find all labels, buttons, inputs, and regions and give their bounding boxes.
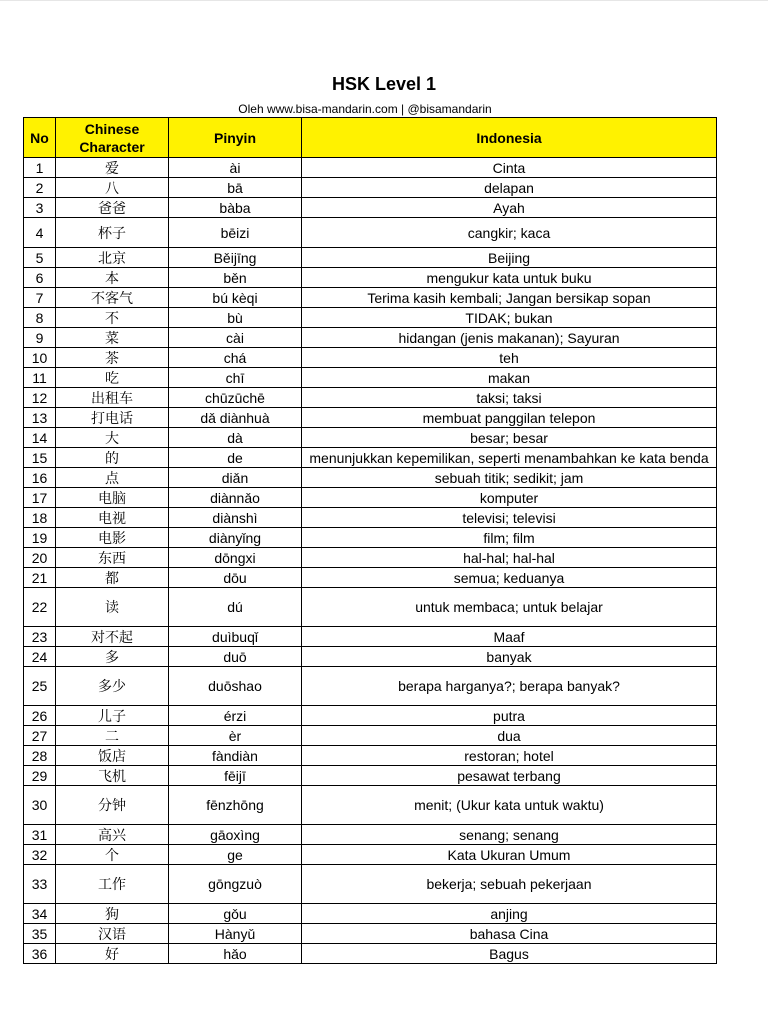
cell-indonesia: dua <box>302 726 717 746</box>
table-row <box>24 845 717 865</box>
cell-pinyin: duō <box>169 647 302 667</box>
cell-character: 电脑 <box>56 488 169 508</box>
cell-pinyin: dōngxi <box>169 548 302 568</box>
cell-indonesia: Bagus <box>302 944 717 964</box>
cell-character: 的 <box>56 448 169 468</box>
cell-indonesia: Kata Ukuran Umum <box>302 845 717 865</box>
table-row <box>24 904 717 924</box>
cell-character: 都 <box>56 568 169 588</box>
cell-pinyin: bú kèqi <box>169 288 302 308</box>
cell-no: 35 <box>24 924 56 944</box>
cell-indonesia: mengukur kata untuk buku <box>302 268 717 288</box>
header-no: No <box>24 118 56 158</box>
cell-no: 27 <box>24 726 56 746</box>
vocabulary-table <box>23 117 717 964</box>
table-row <box>24 924 717 944</box>
cell-indonesia: putra <box>302 706 717 726</box>
cell-pinyin: běn <box>169 268 302 288</box>
table-row <box>24 488 717 508</box>
cell-indonesia: untuk membaca; untuk belajar <box>302 588 717 627</box>
cell-pinyin: diànyǐng <box>169 528 302 548</box>
cell-no: 15 <box>24 448 56 468</box>
cell-pinyin: fàndiàn <box>169 746 302 766</box>
table-row <box>24 746 717 766</box>
cell-pinyin: bàba <box>169 198 302 218</box>
cell-no: 32 <box>24 845 56 865</box>
document-title: HSK Level 1 <box>331 74 437 94</box>
cell-character: 儿子 <box>56 706 169 726</box>
cell-character: 杯子 <box>56 218 169 248</box>
cell-character: 菜 <box>56 328 169 348</box>
cell-indonesia: menit; (Ukur kata untuk waktu) <box>302 786 717 825</box>
table-row <box>24 588 717 627</box>
cell-indonesia: Maaf <box>302 627 717 647</box>
cell-no: 7 <box>24 288 56 308</box>
table-row <box>24 328 717 348</box>
cell-character: 点 <box>56 468 169 488</box>
cell-indonesia: membuat panggilan telepon <box>302 408 717 428</box>
cell-character: 高兴 <box>56 825 169 845</box>
table-row <box>24 647 717 667</box>
cell-pinyin: chūzūchē <box>169 388 302 408</box>
cell-no: 9 <box>24 328 56 348</box>
cell-no: 21 <box>24 568 56 588</box>
cell-indonesia: anjing <box>302 904 717 924</box>
table-row <box>24 865 717 904</box>
cell-pinyin: èr <box>169 726 302 746</box>
table-row <box>24 706 717 726</box>
cell-character: 电视 <box>56 508 169 528</box>
cell-pinyin: ài <box>169 158 302 178</box>
cell-character: 爱 <box>56 158 169 178</box>
cell-pinyin: chá <box>169 348 302 368</box>
cell-no: 5 <box>24 248 56 268</box>
cell-indonesia: Beijing <box>302 248 717 268</box>
cell-character: 汉语 <box>56 924 169 944</box>
table-row <box>24 667 717 706</box>
cell-indonesia: semua; keduanya <box>302 568 717 588</box>
cell-character: 多 <box>56 647 169 667</box>
table-row <box>24 825 717 845</box>
table-row <box>24 248 717 268</box>
cell-no: 8 <box>24 308 56 328</box>
cell-pinyin: fēijī <box>169 766 302 786</box>
table-row <box>24 368 717 388</box>
cell-character: 北京 <box>56 248 169 268</box>
cell-no: 2 <box>24 178 56 198</box>
cell-no: 3 <box>24 198 56 218</box>
cell-indonesia: film; film <box>302 528 717 548</box>
cell-pinyin: gōngzuò <box>169 865 302 904</box>
table-row <box>24 288 717 308</box>
cell-pinyin: ge <box>169 845 302 865</box>
table-header-row <box>24 118 717 158</box>
cell-character: 东西 <box>56 548 169 568</box>
table-row <box>24 308 717 328</box>
cell-character: 分钟 <box>56 786 169 825</box>
cell-no: 24 <box>24 647 56 667</box>
cell-no: 17 <box>24 488 56 508</box>
table-row <box>24 726 717 746</box>
cell-indonesia: hal-hal; hal-hal <box>302 548 717 568</box>
cell-character: 吃 <box>56 368 169 388</box>
cell-no: 33 <box>24 865 56 904</box>
cell-indonesia: bekerja; sebuah pekerjaan <box>302 865 717 904</box>
cell-no: 19 <box>24 528 56 548</box>
cell-character: 二 <box>56 726 169 746</box>
cell-indonesia: Cinta <box>302 158 717 178</box>
cell-character: 不 <box>56 308 169 328</box>
cell-character: 个 <box>56 845 169 865</box>
cell-character: 多少 <box>56 667 169 706</box>
table-row <box>24 218 717 248</box>
cell-indonesia: komputer <box>302 488 717 508</box>
table-row <box>24 568 717 588</box>
cell-pinyin: hǎo <box>169 944 302 964</box>
cell-indonesia: berapa harganya?; berapa banyak? <box>302 667 717 706</box>
cell-indonesia: taksi; taksi <box>302 388 717 408</box>
cell-indonesia: makan <box>302 368 717 388</box>
cell-indonesia: senang; senang <box>302 825 717 845</box>
cell-pinyin: gāoxìng <box>169 825 302 845</box>
cell-pinyin: Hànyǔ <box>169 924 302 944</box>
table-row <box>24 348 717 368</box>
cell-pinyin: chī <box>169 368 302 388</box>
cell-pinyin: gǒu <box>169 904 302 924</box>
table-row <box>24 786 717 825</box>
cell-pinyin: bù <box>169 308 302 328</box>
cell-character: 狗 <box>56 904 169 924</box>
cell-indonesia: Ayah <box>302 198 717 218</box>
table-row <box>24 548 717 568</box>
cell-character: 电影 <box>56 528 169 548</box>
table-row <box>24 627 717 647</box>
cell-no: 23 <box>24 627 56 647</box>
cell-pinyin: fēnzhōng <box>169 786 302 825</box>
cell-no: 34 <box>24 904 56 924</box>
cell-no: 36 <box>24 944 56 964</box>
cell-no: 10 <box>24 348 56 368</box>
table-row <box>24 766 717 786</box>
cell-indonesia: TIDAK; bukan <box>302 308 717 328</box>
cell-pinyin: dà <box>169 428 302 448</box>
cell-pinyin: dǎ diànhuà <box>169 408 302 428</box>
cell-character: 对不起 <box>56 627 169 647</box>
cell-no: 12 <box>24 388 56 408</box>
table-row <box>24 428 717 448</box>
cell-no: 16 <box>24 468 56 488</box>
cell-character: 饭店 <box>56 746 169 766</box>
cell-indonesia: pesawat terbang <box>302 766 717 786</box>
cell-indonesia: restoran; hotel <box>302 746 717 766</box>
cell-pinyin: Běijīng <box>169 248 302 268</box>
table-row <box>24 944 717 964</box>
cell-no: 13 <box>24 408 56 428</box>
cell-no: 26 <box>24 706 56 726</box>
cell-character: 读 <box>56 588 169 627</box>
cell-no: 25 <box>24 667 56 706</box>
cell-character: 爸爸 <box>56 198 169 218</box>
cell-character: 好 <box>56 944 169 964</box>
cell-no: 22 <box>24 588 56 627</box>
cell-no: 31 <box>24 825 56 845</box>
table-row <box>24 448 717 468</box>
cell-pinyin: dú <box>169 588 302 627</box>
cell-character: 不客气 <box>56 288 169 308</box>
cell-pinyin: bēizi <box>169 218 302 248</box>
cell-pinyin: diànshì <box>169 508 302 528</box>
cell-no: 18 <box>24 508 56 528</box>
cell-pinyin: dōu <box>169 568 302 588</box>
cell-pinyin: cài <box>169 328 302 348</box>
table-body <box>24 158 717 964</box>
document-subtitle: Oleh www.bisa-mandarin.com | @bisamandarin <box>238 102 492 116</box>
cell-indonesia: menunjukkan kepemilikan, seperti menambahkan ke kata benda <box>302 448 717 468</box>
header-indonesia: Indonesia <box>302 118 717 158</box>
cell-no: 14 <box>24 428 56 448</box>
cell-character: 出租车 <box>56 388 169 408</box>
cell-pinyin: érzi <box>169 706 302 726</box>
table-row <box>24 388 717 408</box>
cell-indonesia: delapan <box>302 178 717 198</box>
table-row <box>24 198 717 218</box>
table-row <box>24 528 717 548</box>
cell-no: 29 <box>24 766 56 786</box>
cell-no: 6 <box>24 268 56 288</box>
cell-pinyin: de <box>169 448 302 468</box>
cell-character: 本 <box>56 268 169 288</box>
cell-no: 20 <box>24 548 56 568</box>
cell-character: 八 <box>56 178 169 198</box>
cell-character: 工作 <box>56 865 169 904</box>
cell-no: 1 <box>24 158 56 178</box>
cell-character: 飞机 <box>56 766 169 786</box>
cell-no: 28 <box>24 746 56 766</box>
cell-indonesia: sebuah titik; sedikit; jam <box>302 468 717 488</box>
cell-indonesia: bahasa Cina <box>302 924 717 944</box>
cell-pinyin: diànnǎo <box>169 488 302 508</box>
cell-indonesia: besar; besar <box>302 428 717 448</box>
cell-pinyin: diǎn <box>169 468 302 488</box>
table-row <box>24 158 717 178</box>
cell-no: 11 <box>24 368 56 388</box>
table-row <box>24 178 717 198</box>
cell-pinyin: duōshao <box>169 667 302 706</box>
cell-indonesia: teh <box>302 348 717 368</box>
cell-pinyin: duìbuqǐ <box>169 627 302 647</box>
header-character: Chinese Character <box>56 118 169 158</box>
table-row <box>24 408 717 428</box>
cell-character: 茶 <box>56 348 169 368</box>
table-row <box>24 508 717 528</box>
cell-character: 大 <box>56 428 169 448</box>
cell-indonesia: televisi; televisi <box>302 508 717 528</box>
cell-indonesia: hidangan (jenis makanan); Sayuran <box>302 328 717 348</box>
table-row <box>24 468 717 488</box>
cell-character: 打电话 <box>56 408 169 428</box>
cell-no: 30 <box>24 786 56 825</box>
header-pinyin: Pinyin <box>169 118 302 158</box>
table-row <box>24 268 717 288</box>
cell-indonesia: cangkir; kaca <box>302 218 717 248</box>
cell-indonesia: banyak <box>302 647 717 667</box>
cell-no: 4 <box>24 218 56 248</box>
cell-pinyin: bā <box>169 178 302 198</box>
cell-indonesia: Terima kasih kembali; Jangan bersikap sopan <box>302 288 717 308</box>
